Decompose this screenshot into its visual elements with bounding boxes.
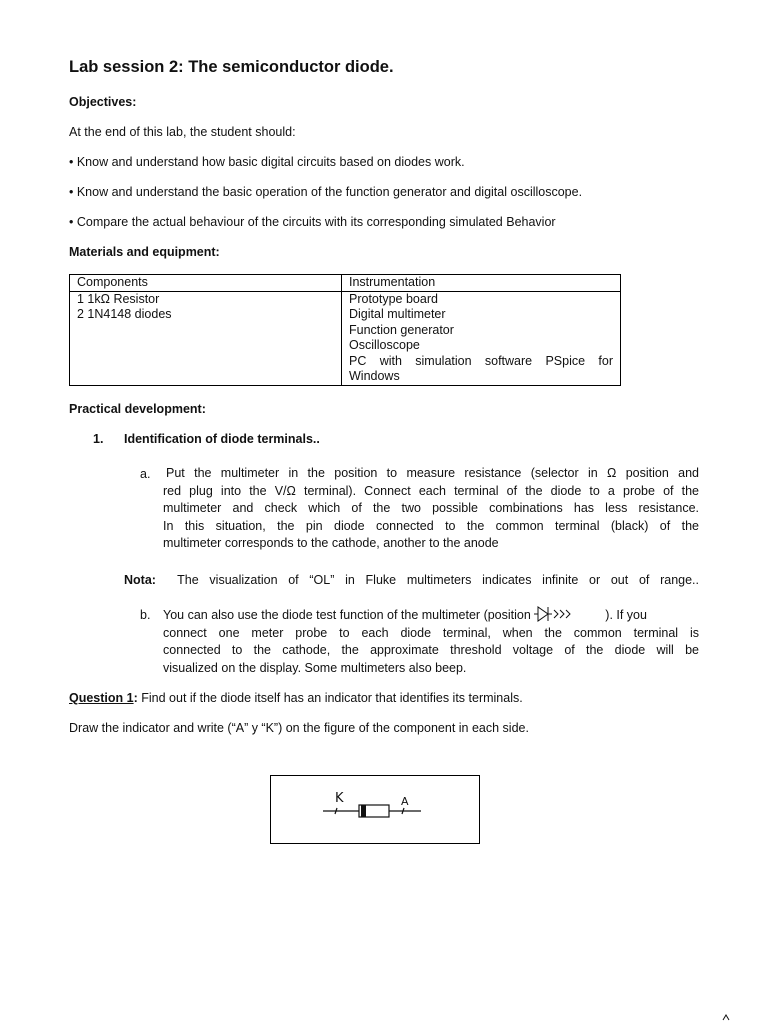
step-a-line: multimeter and check which of the two possible combinations has less resistance. [163,501,699,515]
objectives-heading: Objectives: [69,95,137,109]
step-b-marker: b. [140,608,151,622]
step-a-line: In this situation, the pin diode connected to the common terminal (black) of the [163,518,699,533]
table-header-row [70,275,621,292]
instrumentation-cell [342,291,621,385]
instrument-item: Function generator [349,322,454,337]
materials-table [69,274,621,386]
item-1-number: 1. [93,432,104,446]
nota-paragraph [124,572,699,590]
table-header-instrumentation: Instrumentation [342,275,621,292]
step-b-line: You can also use the diode test function of the multimeter (position [163,608,531,622]
objective-bullet-1: • Know and understand how basic digital circuits based on diodes work. [69,155,465,169]
diode-figure-box [270,775,480,844]
nota-text: The visualization of “OL” in Fluke multimeters indicates infinite or out of range.. [177,573,699,587]
step-b-line: ). If you [605,608,647,622]
step-a-line: red plug into the V/Ω terminal). Connect each terminal of the diode to a probe of the [163,483,699,498]
item-1-title: Identification of diode terminals.. [124,432,320,446]
component-item: 2 1N4148 diodes [77,307,172,321]
step-b-line: visualized on the display. Some multimeters also beep. [163,660,467,675]
step-b-text [163,606,699,677]
practical-heading: Practical development: [69,402,206,416]
step-a-line: multimeter corresponds to the cathode, another to the anode [163,536,499,550]
cathode-label: K [335,791,344,806]
diode-beep-symbol-icon [534,606,580,622]
question-1 [69,691,523,706]
draw-instruction: Draw the indicator and write (“A” y “K”) on the figure of the component in each side. [69,721,529,735]
instrument-item: Oscilloscope [349,338,420,352]
anode-label: A [401,795,409,808]
materials-heading: Materials and equipment: [69,245,220,259]
nota-label: Nota: [124,573,156,587]
question-1-colon: : [133,691,138,705]
page-title: Lab session 2: The semiconductor diode. [69,58,394,76]
components-cell [70,291,342,385]
instrument-item: Digital multimeter [349,307,446,321]
table-header-components: Components [70,275,342,292]
step-a-marker: a. [140,467,151,481]
question-1-label: Question 1 [69,691,134,705]
instrument-item: Windows [349,369,400,383]
instrument-item: Prototype board [349,291,438,306]
component-item: 1 1kΩ Resistor [77,291,160,306]
objective-bullet-2: • Know and understand the basic operation of the function generator and digital oscilloscope. [69,185,583,199]
objectives-intro: At the end of this lab, the student should: [69,125,296,139]
step-b-line: connect one meter probe to each diode terminal, when the common terminal is [163,625,699,640]
table-row [70,291,621,385]
objective-bullet-3: • Compare the actual behaviour of the circuits with its corresponding simulated Behavior [69,215,556,229]
step-a-line: Put the multimeter in the position to measure resistance (selector in Ω position and [166,466,699,480]
question-1-text: Find out if the diode itself has an indicator that identifies its terminals. [141,691,523,705]
step-b-line: connected to the cathode, the approximate threshold voltage of the diode will be [163,643,699,657]
page-corner-mark-icon [720,1012,732,1024]
step-a-text [163,465,699,553]
diode-drawing [271,776,479,843]
instrument-item: PC with simulation software PSpice for [349,353,613,368]
